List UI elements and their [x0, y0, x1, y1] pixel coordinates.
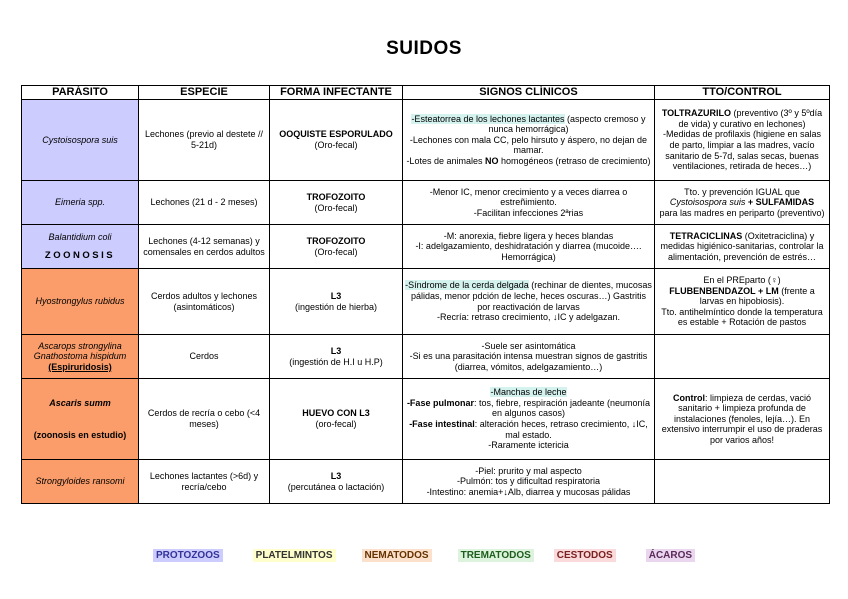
- cell-forma: L3 (ingestión de hierba): [270, 269, 403, 335]
- cell-tto: [655, 335, 830, 379]
- cell-parasito: Eimeria spp.: [22, 181, 139, 225]
- cell-forma: HUEVO CON L3 (oro-fecal): [270, 379, 403, 460]
- cell-tto: [655, 460, 830, 504]
- cell-parasito: Strongyloides ransomi: [22, 460, 139, 504]
- cell-signos: -Síndrome de la cerda delgada (rechinar de dientes, mucosas pálidas, menor pdción de leche, heces oscuras…) Gastritis por reactivación de larvas -Recría: retraso crecimiento, ↓IC y adelgazan.: [403, 269, 655, 335]
- cell-parasito: Balantidium coli ZOONOSIS: [22, 225, 139, 269]
- cell-parasito: Cystoisospora suis: [22, 100, 139, 181]
- cell-tto: TETRACICLINAS (Oxitetraciclina) y medidas higiénico-sanitarias, controlar la alimentación, prevención de estrés…: [655, 225, 830, 269]
- table-row: [22, 100, 830, 181]
- cell-tto: TOLTRAZURILO (preventivo (3º y 5ºdía de vida) y curativo en lechones) -Medidas de profilaxis (higiene en salas de parto, limpiar a las madres, vacío sanitario de 5-7d, salas secas, buenas ventilaciones, retirada de heces…): [655, 100, 830, 181]
- cell-signos: -Manchas de leche -Fase pulmonar: tos, fiebre, respiración jadeante (neumonía en algunos casos) -Fase intestinal: alteración heces, retraso crecimiento, ↓IC, mal estado. -Raramente ictericia: [403, 379, 655, 460]
- legend-platelmintos: PLATELMINTOS: [253, 549, 336, 562]
- cell-parasito: Hyostrongylus rubidus: [22, 269, 139, 335]
- header-parasito: PARÁSITO: [22, 86, 139, 100]
- cell-tto: Control: limpieza de cerdas, vació sanitario + limpieza profunda de instalaciones (fenoles, lejía…). En extensivo interrumpir el uso de praderas por varios años!: [655, 379, 830, 460]
- cell-forma: TROFOZOITO (Oro-fecal): [270, 225, 403, 269]
- cell-signos: -M: anorexia, fiebre ligera y heces blandas -I: adelgazamiento, deshidratación y diarrea (mucoide…. Hemorrágica): [403, 225, 655, 269]
- cell-especie: Cerdos de recría o cebo (<4 meses): [139, 379, 270, 460]
- cell-especie: Cerdos adultos y lechones (asintomáticos): [139, 269, 270, 335]
- header-signos: SIGNOS CLÍNICOS: [403, 86, 655, 100]
- cell-forma: L3 (ingestión de H.I u H.P): [270, 335, 403, 379]
- cell-signos: -Suele ser asintomática -Si es una parasitación intensa muestran signos de gastritis (diarrea, vómitos, adelgazamiento…): [403, 335, 655, 379]
- cell-tto: En el PREparto (♀) FLUBENBENDAZOL + LM (frente a larvas en hipobiosis). Tto. antihelmíntico donde la temperatura es estable + Rotación de pastos: [655, 269, 830, 335]
- cell-signos: -Menor IC, menor crecimiento y a veces diarrea o estreñimiento. -Facilitan infecciones 2ªrias: [403, 181, 655, 225]
- cell-especie: Cerdos: [139, 335, 270, 379]
- parasite-table: [21, 85, 830, 504]
- legend-nematodos: NEMATODOS: [362, 549, 432, 562]
- color-legend: [0, 549, 848, 562]
- cell-especie: Lechones (4-12 semanas) y comensales en cerdos adultos: [139, 225, 270, 269]
- table-row: [22, 460, 830, 504]
- cell-signos: -Piel: prurito y mal aspecto -Pulmón: tos y dificultad respiratoria -Intestino: anemia+↓Alb, diarrea y mucosas pálidas: [403, 460, 655, 504]
- cell-parasito: Ascarops strongylina Gnathostoma hispidum (Espiruridosis): [22, 335, 139, 379]
- legend-protozoos: PROTOZOOS: [153, 549, 223, 562]
- cell-especie: Lechones (21 d - 2 meses): [139, 181, 270, 225]
- table-row: [22, 225, 830, 269]
- cell-forma: OOQUISTE ESPORULADO (Oro-fecal): [270, 100, 403, 181]
- cell-signos: -Esteatorrea de los lechones lactantes (aspecto cremoso y nunca hemorrágica) -Lechones con mala CC, pelo hirsuto y áspero, no dejan de mamar. -Lotes de animales NO homogéneos (retraso de crecimiento): [403, 100, 655, 181]
- cell-forma: TROFOZOITO (Oro-fecal): [270, 181, 403, 225]
- legend-trematodos: TREMATODOS: [458, 549, 534, 562]
- cell-forma: L3 (percutánea o lactación): [270, 460, 403, 504]
- table-row: [22, 181, 830, 225]
- header-forma: FORMA INFECTANTE: [270, 86, 403, 100]
- table-row: [22, 379, 830, 460]
- legend-acaros: ÁCAROS: [646, 549, 695, 562]
- page-title: SUIDOS: [386, 38, 462, 59]
- cell-tto: Tto. y prevención IGUAL que Cystoisospora suis + SULFAMIDAS para las madres en periparto (preventivo): [655, 181, 830, 225]
- cell-parasito: Ascaris summ (zoonosis en estudio): [22, 379, 139, 460]
- header-especie: ESPECIE: [139, 86, 270, 100]
- header-tto: TTO/CONTROL: [655, 86, 830, 100]
- zoonosis-label: ZOONOSIS: [44, 249, 116, 261]
- cell-especie: Lechones lactantes (>6d) y recría/cebo: [139, 460, 270, 504]
- table-row: [22, 269, 830, 335]
- cell-especie: Lechones (previo al destete // 5-21d): [139, 100, 270, 181]
- table-header-row: [22, 86, 830, 100]
- legend-cestodos: CESTODOS: [554, 549, 616, 562]
- table-row: [22, 335, 830, 379]
